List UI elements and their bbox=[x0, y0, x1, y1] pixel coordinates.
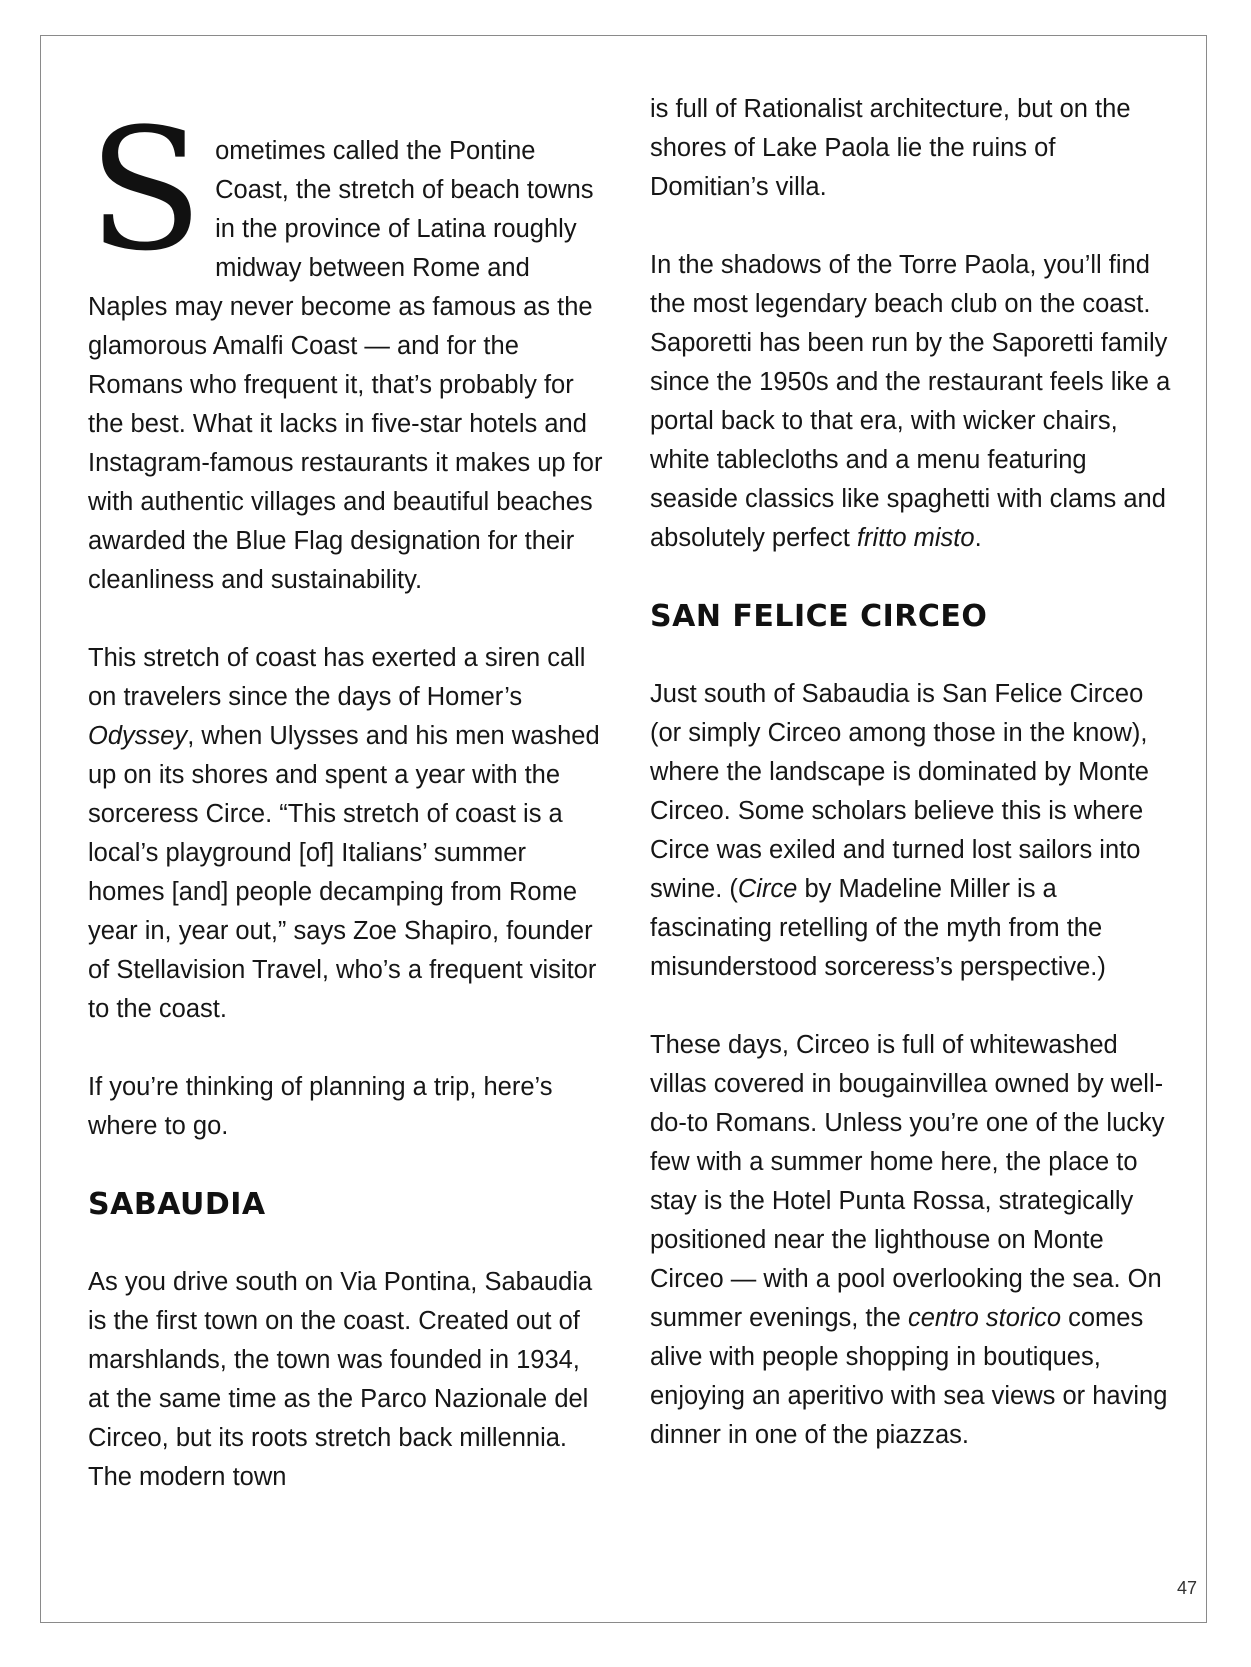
centro-storico-term: centro storico bbox=[907, 1304, 1062, 1332]
article-column-left bbox=[88, 90, 608, 1497]
sabaudia-paragraph-2 bbox=[650, 246, 1180, 558]
intro-paragraph-2-start: This stretch of coast has exerted a siren call on travelers since the days of Homer’s bbox=[88, 644, 586, 711]
sabaudia-paragraph-2-end: . bbox=[974, 524, 982, 552]
circeo-paragraph-1-start: Just south of Sabaudia is San Felice Circeo (or simply Circeo among those in the know), where the landscape is dominated by Monte Circeo. Some scholars believe this is where Circe was exiled and turned lost sailors into swine. ( bbox=[650, 680, 1149, 903]
circeo-paragraph-2 bbox=[650, 1026, 1180, 1455]
circeo-paragraph-2-end: comes alive with people shopping in boutiques, enjoying an aperitivo with sea views or having dinner in one of the piazzas. bbox=[650, 1304, 1168, 1449]
fritto-misto-term: fritto misto bbox=[856, 524, 975, 552]
intro-paragraph-1-text: ometimes called the Pontine Coast, the stretch of beach towns in the province of Latina roughly midway between Rome and Naples may never become as famous as the glamorous Amalfi Coast — and for the Romans who frequent it, that’s probably for the best. What it lacks in five-star hotels and Instagram-famous restaurants it makes up for with authentic villages and beautiful beaches awarded the Blue Flag designation for their cleanliness and sustainability. bbox=[88, 137, 603, 594]
circeo-paragraph-2-start: These days, Circeo is full of whitewashed villas covered in bougainvillea owned by well-do-to Romans. Unless you’re one of the lucky few with a summer home here, the place to stay is the Hotel Punta Rossa, strategically positioned near the lighthouse on Monte Circeo — with a pool overlooking the sea. On summer evenings, the bbox=[650, 1031, 1165, 1332]
odyssey-title: Odyssey bbox=[88, 722, 188, 750]
intro-paragraph-1 bbox=[88, 90, 608, 600]
circe-book-title: Circe bbox=[737, 875, 798, 903]
circeo-heading: SAN FELICE CIRCEO bbox=[650, 599, 988, 634]
circeo-paragraph-1-end: by Madeline Miller is a fascinating retelling of the myth from the misunderstood sorceress’s perspective.) bbox=[650, 875, 1106, 981]
article-column-right bbox=[650, 90, 1180, 1455]
circeo-paragraph-1 bbox=[650, 675, 1180, 987]
drop-cap: S bbox=[88, 92, 204, 288]
intro-paragraph-2 bbox=[88, 639, 608, 1029]
sabaudia-paragraph-1: As you drive south on Via Pontina, Sabaudia is the first town on the coast. Created out of marshlands, the town was founded in 1934, at the same time as the Parco Nazionale del Circeo, but its roots stretch back millennia. The modern town bbox=[88, 1268, 593, 1491]
intro-paragraph-3: If you’re thinking of planning a trip, here’s where to go. bbox=[88, 1073, 553, 1140]
sabaudia-paragraph-2-start: In the shadows of the Torre Paola, you’ll find the most legendary beach club on the coast. Saporetti has been run by the Saporetti family since the 1950s and the restaurant feels like a portal back to that era, with wicker chairs, white tablecloths and a menu featuring seaside classics like spaghetti with clams and absolutely perfect bbox=[650, 251, 1171, 552]
intro-paragraph-2-end: , when Ulysses and his men washed up on its shores and spent a year with the sorceress Circe. “This stretch of coast is a local’s playground [of] Italians’ summer homes [and] people decamping from Rome year in, year out,” says Zoe Shapiro, founder of Stellavision Travel, who’s a frequent visitor to the coast. bbox=[88, 722, 600, 1023]
page-number: 47 bbox=[1176, 1578, 1197, 1598]
sabaudia-paragraph-1-continued: is full of Rationalist architecture, but on the shores of Lake Paola lie the ruins of Domitian’s villa. bbox=[650, 95, 1131, 201]
sabaudia-heading: SABAUDIA bbox=[88, 1187, 266, 1222]
